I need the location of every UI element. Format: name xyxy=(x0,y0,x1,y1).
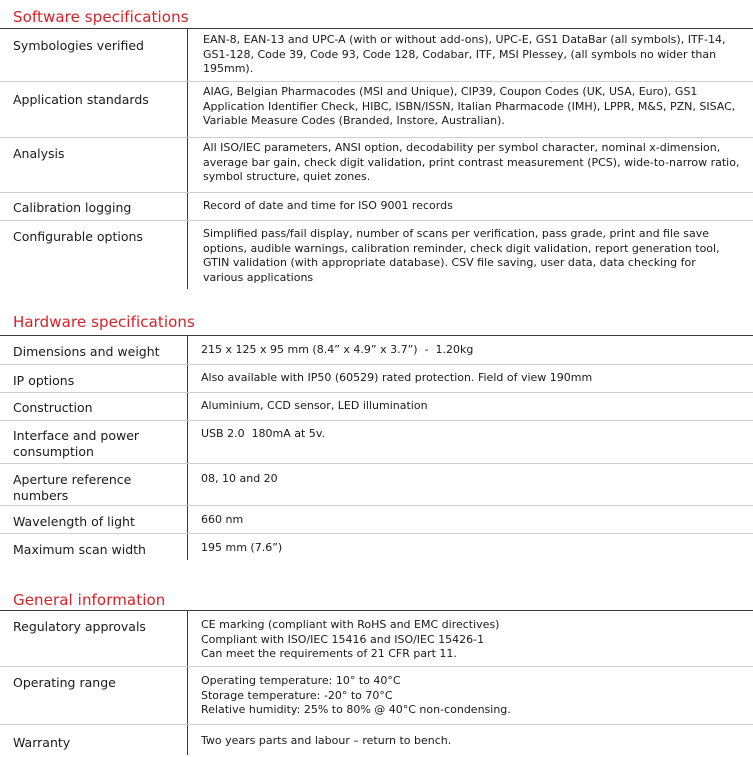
software-section xyxy=(0,6,753,289)
spec-value: AIAG, Belgian Pharmacodes (MSI and Unique), CIP39, Coupon Codes (UK, USA, Euro), GS1 Application Identifier Check, HIBC, ISBN/ISSN, Italian Pharmacode (IMH), LPPR, M&S, PZN, SISAC, Variable Measure Codes (Branded, Instore, Australian). xyxy=(203,85,736,127)
spec-row xyxy=(0,725,753,755)
spec-label: Application standards xyxy=(13,92,149,107)
spec-row xyxy=(0,336,753,365)
spec-label: Maximum scan width xyxy=(13,542,146,557)
spec-value-line: Relative humidity: 25% to 80% @ 40°C non-condensing. xyxy=(201,703,511,716)
spec-label: Operating range xyxy=(13,675,116,690)
spec-value xyxy=(201,618,736,662)
spec-row xyxy=(0,464,753,506)
spec-value: Record of date and time for ISO 9001 records xyxy=(203,199,453,212)
spec-value: 195 mm (7.6”) xyxy=(201,541,283,554)
spec-value: EAN-8, EAN-13 and UPC-A (with or without add-ons), UPC-E, GS1 DataBar (all symbols), ITF-14, GS1-128, Code 39, Code 93, Code 128, Codabar, ITF, MSI Plessey, (all symbols no wider than 195mm). xyxy=(203,33,726,75)
spec-label: Construction xyxy=(13,400,93,415)
spec-row xyxy=(0,365,753,393)
general-section xyxy=(0,590,753,755)
general-heading: General information xyxy=(13,591,166,609)
spec-value: Aluminium, CCD sensor, LED illumination xyxy=(201,399,428,412)
spec-row xyxy=(0,421,753,464)
spec-row xyxy=(0,506,753,534)
spec-row xyxy=(0,193,753,221)
spec-label: IP options xyxy=(13,373,75,388)
spec-label: Warranty xyxy=(13,735,71,750)
spec-value: Simplified pass/fail display, number of scans per verification, pass grade, print and file save options, audible warnings, calibration reminder, check digit validation, report generation tool, GTIN validation (with appropriate database). CSV file saving, user data, data checking for various applications xyxy=(203,227,720,284)
spec-value xyxy=(201,674,736,718)
spec-value-line: Can meet the requirements of 21 CFR part 11. xyxy=(201,647,457,660)
software-heading: Software specifications xyxy=(13,8,189,26)
spec-row xyxy=(0,534,753,560)
spec-value-line: Operating temperature: 10° to 40°C xyxy=(201,674,401,687)
spec-label: Interface and power consumption xyxy=(13,428,140,459)
spec-value: USB 2.0 180mA at 5v. xyxy=(201,427,325,440)
spec-value: 215 x 125 x 95 mm (8.4” x 4.9” x 3.7”) - 1.20kg xyxy=(201,343,474,356)
spec-value: 08, 10 and 20 xyxy=(201,472,278,485)
spec-value: All ISO/IEC parameters, ANSI option, decodability per symbol character, nominal x-dimension, average bar gain, check digit validation, print contrast measurement (PCS), wide-to-narrow ratio, symbol structure, quiet zones. xyxy=(203,141,740,183)
spec-row xyxy=(0,393,753,421)
spec-value: Also available with IP50 (60529) rated protection. Field of view 190mm xyxy=(201,371,593,384)
spec-value-line: Storage temperature: -20° to 70°C xyxy=(201,688,393,702)
spec-label: Aperture reference numbers xyxy=(13,472,132,503)
spec-row xyxy=(0,221,753,289)
spec-label: Analysis xyxy=(13,146,65,161)
spec-value-line: Two years parts and labour – return to bench. xyxy=(201,734,452,747)
spec-value-line: Compliant with ISO/IEC 15416 and ISO/IEC 15426-1 xyxy=(201,632,485,646)
spec-row xyxy=(0,667,753,725)
spec-label: Calibration logging xyxy=(13,200,132,215)
spec-label: Regulatory approvals xyxy=(13,619,146,634)
spec-value xyxy=(201,734,736,749)
spec-row xyxy=(0,29,753,82)
spec-value: 660 nm xyxy=(201,513,244,526)
spec-label: Wavelength of light xyxy=(13,514,135,529)
spec-label: Symbologies verified xyxy=(13,38,144,53)
spec-value-line: CE marking (compliant with RoHS and EMC directives) xyxy=(201,618,500,631)
hardware-heading: Hardware specifications xyxy=(13,313,195,331)
hardware-section xyxy=(0,311,753,560)
spec-row xyxy=(0,611,753,667)
spec-label: Configurable options xyxy=(13,229,143,244)
spec-row xyxy=(0,138,753,193)
spec-row xyxy=(0,82,753,138)
spec-label: Dimensions and weight xyxy=(13,344,160,359)
